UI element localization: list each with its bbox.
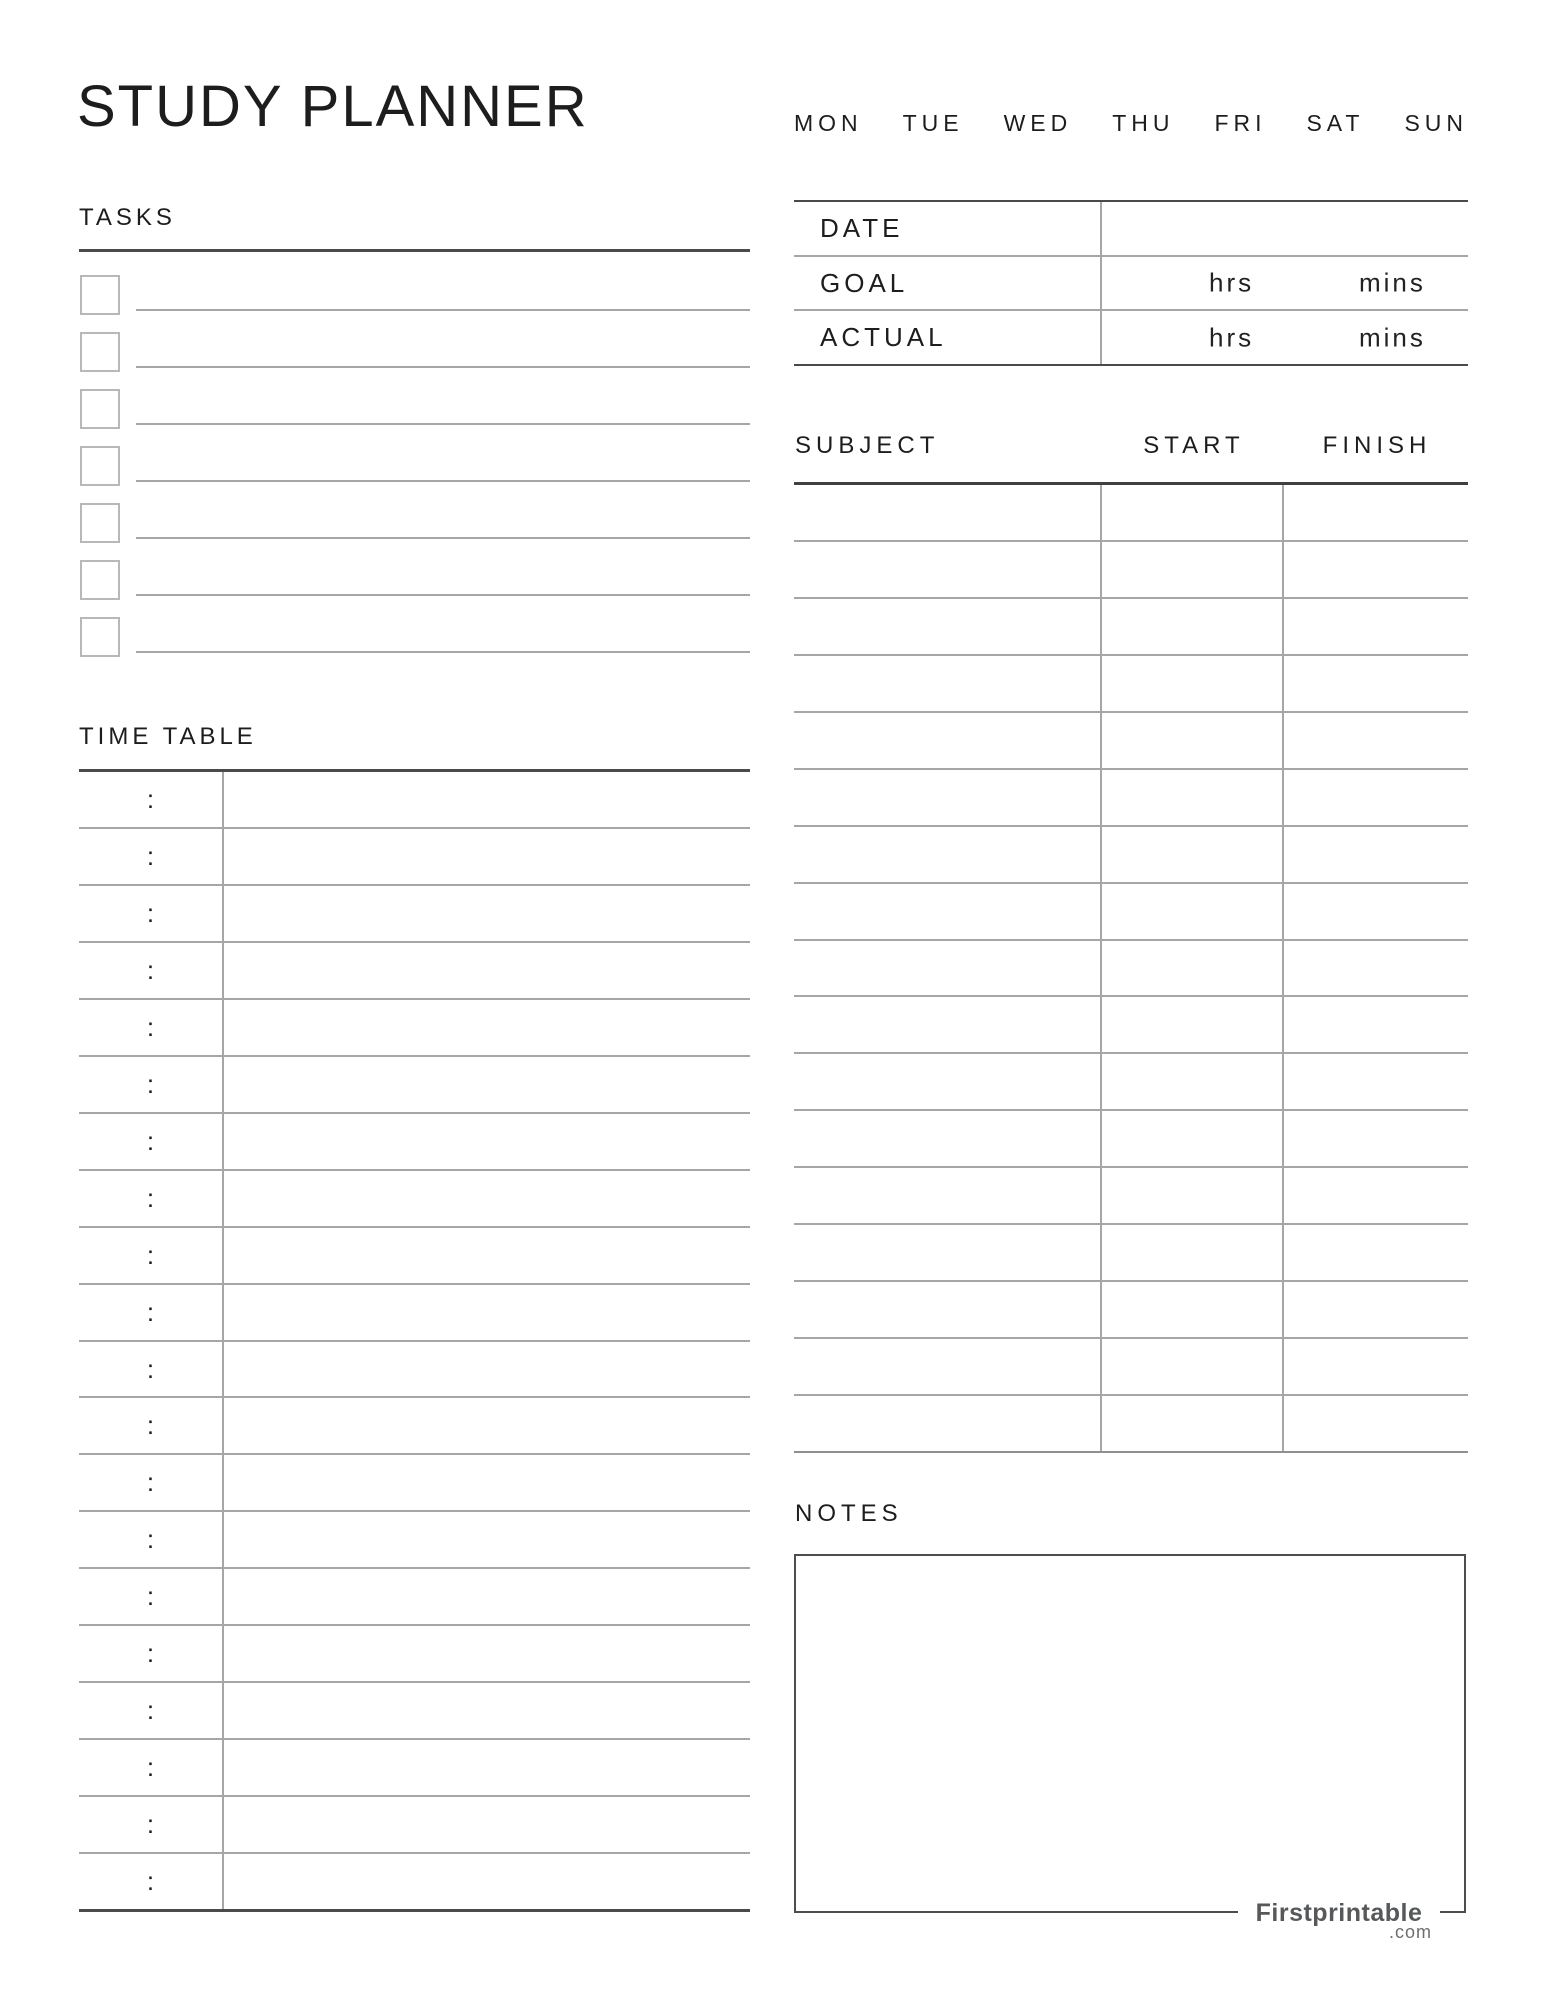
timetable-activity-cell — [224, 1057, 750, 1112]
task-row — [79, 389, 750, 446]
tasks-divider — [79, 249, 750, 252]
timetable-time-cell: : — [79, 1569, 224, 1624]
weekday-label: THU — [1112, 109, 1175, 136]
subject-row — [794, 1339, 1468, 1396]
weekday-label: WED — [1003, 109, 1073, 136]
summary-row — [794, 257, 1468, 312]
task-write-line — [136, 309, 750, 311]
summary-value-cell — [1102, 202, 1468, 255]
timetable-activity-cell — [224, 1285, 750, 1340]
timetable-row — [79, 1512, 750, 1569]
finish-cell — [1284, 542, 1468, 597]
task-write-line — [136, 480, 750, 482]
start-cell — [1102, 827, 1284, 882]
summary-table — [794, 200, 1468, 366]
summary-row — [794, 311, 1468, 364]
finish-cell — [1284, 997, 1468, 1052]
subject-row — [794, 770, 1468, 827]
task-checkbox[interactable] — [80, 560, 120, 600]
subject-header-subject: SUBJECT — [795, 432, 940, 459]
timetable-time-cell: : — [79, 1854, 224, 1909]
weekday-label: SAT — [1306, 109, 1365, 136]
subject-row — [794, 997, 1468, 1054]
finish-cell — [1284, 485, 1468, 540]
tasks-list — [79, 275, 750, 674]
timetable-activity-cell — [224, 886, 750, 941]
task-write-line — [136, 537, 750, 539]
finish-cell — [1284, 1282, 1468, 1337]
timetable-row — [79, 1228, 750, 1285]
subject-cell — [794, 1282, 1102, 1337]
task-checkbox[interactable] — [80, 617, 120, 657]
task-write-line — [136, 651, 750, 653]
start-cell — [1102, 1168, 1284, 1223]
timetable-activity-cell — [224, 1797, 750, 1852]
timetable-row — [79, 886, 750, 943]
timetable-activity-cell — [224, 1171, 750, 1226]
timetable-row — [79, 1342, 750, 1399]
task-checkbox[interactable] — [80, 332, 120, 372]
subject-cell — [794, 1339, 1102, 1394]
summary-row-label: ACTUAL — [794, 311, 1102, 364]
timetable-time-cell: : — [79, 886, 224, 941]
timetable-row — [79, 1114, 750, 1171]
timetable-row — [79, 1626, 750, 1683]
finish-cell — [1284, 1225, 1468, 1280]
subject-cell — [794, 1111, 1102, 1166]
finish-cell — [1284, 1168, 1468, 1223]
timetable-time-cell: : — [79, 1797, 224, 1852]
subject-cell — [794, 542, 1102, 597]
task-write-line — [136, 366, 750, 368]
timetable-time-cell: : — [79, 943, 224, 998]
timetable-activity-cell — [224, 1569, 750, 1624]
task-checkbox[interactable] — [80, 446, 120, 486]
brand-domain: .com — [1388, 1922, 1432, 1942]
timetable-row — [79, 1000, 750, 1057]
finish-cell — [1284, 1111, 1468, 1166]
hours-unit-label: hrs — [1209, 267, 1255, 298]
timetable-row — [79, 1057, 750, 1114]
finish-cell — [1284, 713, 1468, 768]
timetable-time-cell: : — [79, 1626, 224, 1681]
timetable-time-cell: : — [79, 829, 224, 884]
weekday-label: MON — [794, 109, 863, 136]
task-checkbox[interactable] — [80, 275, 120, 315]
subject-cell — [794, 1054, 1102, 1109]
timetable-time-cell: : — [79, 1512, 224, 1567]
tasks-section-title: TASKS — [79, 204, 176, 231]
task-row — [79, 617, 750, 674]
start-cell — [1102, 1396, 1284, 1451]
start-cell — [1102, 941, 1284, 996]
timetable-time-cell: : — [79, 772, 224, 827]
subject-header-start: START — [1143, 432, 1245, 459]
subject-cell — [794, 997, 1102, 1052]
subject-cell — [794, 1225, 1102, 1280]
start-cell — [1102, 542, 1284, 597]
subject-cell — [794, 656, 1102, 711]
start-cell — [1102, 884, 1284, 939]
weekday-row — [794, 110, 1468, 136]
timetable-section-title: TIME TABLE — [79, 723, 257, 750]
subject-row — [794, 1168, 1468, 1225]
timetable-time-cell: : — [79, 1455, 224, 1510]
start-cell — [1102, 713, 1284, 768]
subject-row — [794, 485, 1468, 542]
page-title: STUDY PLANNER — [77, 74, 589, 139]
subject-cell — [794, 1168, 1102, 1223]
subject-row — [794, 827, 1468, 884]
subject-row — [794, 542, 1468, 599]
brand-name: Firstprintable — [1255, 1899, 1423, 1927]
minutes-unit-label: mins — [1359, 267, 1426, 298]
timetable-activity-cell — [224, 1683, 750, 1738]
subject-row — [794, 1282, 1468, 1339]
subject-cell — [794, 485, 1102, 540]
timetable-row — [79, 829, 750, 886]
summary-value-cell — [1102, 257, 1468, 310]
subject-row — [794, 941, 1468, 998]
start-cell — [1102, 1282, 1284, 1337]
subject-cell — [794, 713, 1102, 768]
timetable-row — [79, 1285, 750, 1342]
weekday-label: FRI — [1214, 109, 1267, 136]
start-cell — [1102, 1111, 1284, 1166]
subject-row — [794, 656, 1468, 713]
notes-section-title: NOTES — [795, 1500, 903, 1527]
subject-row — [794, 1054, 1468, 1111]
timetable-activity-cell — [224, 1342, 750, 1397]
timetable-time-cell: : — [79, 1398, 224, 1453]
summary-row-label: DATE — [794, 202, 1102, 255]
timetable-time-cell: : — [79, 1342, 224, 1397]
start-cell — [1102, 599, 1284, 654]
timetable-time-cell: : — [79, 1171, 224, 1226]
subject-row — [794, 1111, 1468, 1168]
timetable — [79, 769, 750, 1912]
subject-row — [794, 884, 1468, 941]
timetable-time-cell: : — [79, 1683, 224, 1738]
timetable-activity-cell — [224, 943, 750, 998]
timetable-row — [79, 1683, 750, 1740]
subject-row — [794, 1225, 1468, 1282]
timetable-row — [79, 1398, 750, 1455]
timetable-row — [79, 1455, 750, 1512]
task-write-line — [136, 423, 750, 425]
subject-row — [794, 713, 1468, 770]
task-checkbox[interactable] — [80, 503, 120, 543]
subject-row — [794, 599, 1468, 656]
minutes-unit-label: mins — [1359, 322, 1426, 353]
timetable-activity-cell — [224, 1626, 750, 1681]
finish-cell — [1284, 1339, 1468, 1394]
finish-cell — [1284, 884, 1468, 939]
weekday-label: TUE — [902, 109, 964, 136]
timetable-row — [79, 1797, 750, 1854]
timetable-time-cell: : — [79, 1000, 224, 1055]
timetable-time-cell: : — [79, 1057, 224, 1112]
start-cell — [1102, 997, 1284, 1052]
subject-table — [794, 482, 1468, 1453]
timetable-time-cell: : — [79, 1285, 224, 1340]
start-cell — [1102, 770, 1284, 825]
task-row — [79, 503, 750, 560]
notes-box — [794, 1554, 1466, 1913]
task-row — [79, 560, 750, 617]
start-cell — [1102, 1339, 1284, 1394]
timetable-row — [79, 1569, 750, 1626]
subject-cell — [794, 941, 1102, 996]
task-checkbox[interactable] — [80, 389, 120, 429]
timetable-activity-cell — [224, 1455, 750, 1510]
summary-row-label: GOAL — [794, 257, 1102, 310]
timetable-activity-cell — [224, 772, 750, 827]
subject-cell — [794, 884, 1102, 939]
summary-value-cell — [1102, 311, 1468, 364]
start-cell — [1102, 1054, 1284, 1109]
subject-cell — [794, 599, 1102, 654]
summary-row — [794, 202, 1468, 257]
start-cell — [1102, 1225, 1284, 1280]
task-row — [79, 332, 750, 389]
timetable-row — [79, 1854, 750, 1909]
finish-cell — [1284, 1396, 1468, 1451]
subject-header-finish: FINISH — [1322, 432, 1432, 459]
task-write-line — [136, 594, 750, 596]
timetable-activity-cell — [224, 1740, 750, 1795]
timetable-time-cell: : — [79, 1114, 224, 1169]
finish-cell — [1284, 827, 1468, 882]
hours-unit-label: hrs — [1209, 322, 1255, 353]
timetable-row — [79, 1171, 750, 1228]
timetable-activity-cell — [224, 1398, 750, 1453]
timetable-activity-cell — [224, 1114, 750, 1169]
timetable-row — [79, 943, 750, 1000]
timetable-row — [79, 1740, 750, 1797]
subject-cell — [794, 1396, 1102, 1451]
timetable-row — [79, 772, 750, 829]
timetable-activity-cell — [224, 1228, 750, 1283]
finish-cell — [1284, 770, 1468, 825]
timetable-activity-cell — [224, 1512, 750, 1567]
subject-cell — [794, 827, 1102, 882]
task-row — [79, 275, 750, 332]
weekday-label: SUN — [1404, 109, 1468, 136]
finish-cell — [1284, 941, 1468, 996]
timetable-activity-cell — [224, 829, 750, 884]
subject-cell — [794, 770, 1102, 825]
start-cell — [1102, 485, 1284, 540]
timetable-time-cell: : — [79, 1740, 224, 1795]
task-row — [79, 446, 750, 503]
timetable-activity-cell — [224, 1000, 750, 1055]
timetable-activity-cell — [224, 1854, 750, 1909]
timetable-time-cell: : — [79, 1228, 224, 1283]
finish-cell — [1284, 656, 1468, 711]
finish-cell — [1284, 1054, 1468, 1109]
subject-table-header — [794, 428, 1468, 460]
finish-cell — [1284, 599, 1468, 654]
start-cell — [1102, 656, 1284, 711]
subject-row — [794, 1396, 1468, 1451]
